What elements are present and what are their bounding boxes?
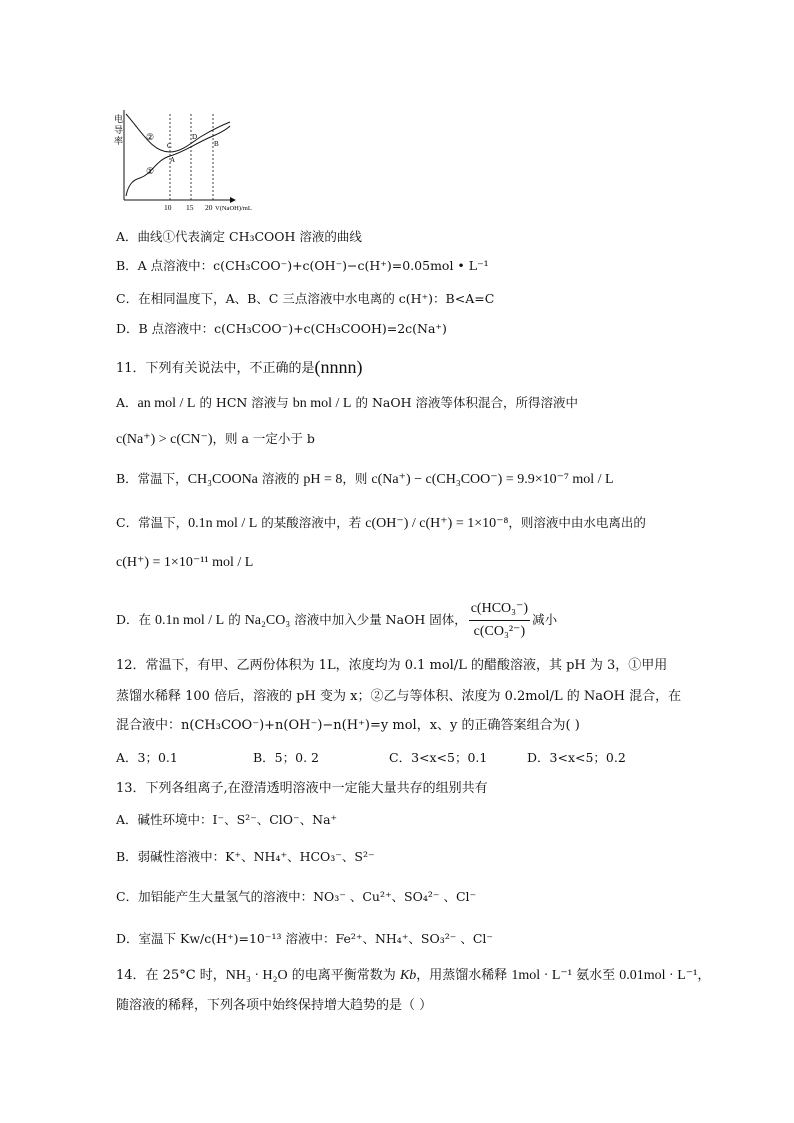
q12-line1: 12．常温下，有甲、乙两份体积为 1L，浓度均为 0.1 mol/L 的醋酸溶液，其 pH 为 3，①甲用: [116, 658, 668, 673]
q11-d-fraction: [469, 598, 530, 643]
point-label-c: C: [167, 142, 172, 150]
q12-line3: 混合液中：n(CH₃COO⁻)+n(OH⁻)−n(H⁺)=y mol，x、y 的正确答案组合为( ): [116, 718, 580, 733]
q11-d-denominator: c(CO₃²⁻): [473, 624, 526, 639]
q11-d-math2: Na₂CO₃: [244, 613, 291, 628]
q11-c-mid: 的某酸溶液中，若: [257, 515, 366, 530]
q11-d-post: 减小: [532, 612, 558, 627]
point-label-b: B: [214, 140, 219, 148]
q11-stem: [116, 357, 363, 379]
q11-b-mid1: 溶液的: [257, 471, 304, 486]
q14-mid3: 氨水至: [572, 968, 620, 983]
q11-c-math1: 0.1n mol / L: [188, 516, 258, 531]
q11-c-pre: C．常温下，: [116, 515, 189, 530]
q12-option-b: B．5；0. 2: [253, 750, 319, 765]
q11-a2-math: c(Na⁺) > c(CN⁻): [116, 432, 213, 447]
q10-option-b: B．A 点溶液中：c(CH₃COO⁻)+c(OH⁻)−c(H⁺)=0.05mol • L⁻¹: [116, 258, 489, 273]
q14-line1: [116, 966, 710, 986]
q11-a2-post: ，则 a 一定小于 b: [212, 431, 315, 446]
q11-b-pre: B．常温下，: [116, 471, 188, 486]
q11-d-math1: 0.1n mol / L: [155, 613, 225, 628]
q12-option-d: D．3<x<5；0.2: [527, 750, 626, 765]
q13-option-a: A．碱性环境中：I⁻、S²⁻、ClO⁻、Na⁺: [116, 812, 338, 827]
curve-label-1: ①: [146, 166, 155, 176]
q14-mid2: ，用蒸馏水稀释: [416, 968, 512, 983]
q11-d-mid1: 的: [224, 612, 245, 627]
point-label-d: D: [192, 133, 198, 141]
y-axis-label-3: 率: [114, 136, 124, 146]
x-tick-20: 20: [205, 203, 213, 212]
q14-line2: 随溶液的稀释，下列各项中始终保持增大趋势的是（ ）: [116, 998, 433, 1013]
q11-stem-text: 11．下列有关说法中，不正确的是: [116, 361, 315, 376]
q11-stem-tail: (nnnn): [314, 357, 363, 377]
q11-a-math1: an mol / L: [137, 396, 196, 411]
q10-option-c: C．在相同温度下，A、B、C 三点溶液中水电离的 c(H⁺)：B<A=C: [116, 291, 495, 306]
point-label-a: A: [170, 156, 176, 164]
q14-math1: NH₃ · H₂O: [225, 968, 288, 983]
q11-option-a-line1: [116, 393, 578, 414]
q11-option-c-line1: [116, 513, 646, 534]
q14-pre: 14．在 25°C 时，: [116, 968, 226, 983]
curve-1: [126, 126, 230, 196]
q11-c-post: ，则溶液中由水电离出的: [508, 515, 646, 530]
q12-line2: 蒸馏水稀释 100 倍后，溶液的 pH 变为 x；②乙与等体积、浓度为 0.2mol/L 的 NaOH 混合，在: [116, 689, 682, 704]
q10-option-d: D．B 点溶液中：c(CH₃COO⁻)+c(CH₃COOH)=2c(Na⁺): [116, 321, 447, 336]
y-axis-label-1: 电: [114, 114, 124, 124]
q11-d-mid2: 溶液中加入少量 NaOH 固体，: [290, 612, 467, 627]
q13-option-b: B．弱碱性溶液中：K⁺、NH₄⁺、HCO₃⁻、S²⁻: [116, 849, 375, 864]
q13-stem: 13．下列各组离子,在澄清透明溶液中一定能大量共存的组别共有: [116, 781, 488, 796]
q14-math2: Kb: [399, 968, 417, 983]
q11-b-math3: c(Na⁺) − c(CH₃COO⁻) = 9.9×10⁻⁷ mol / L: [371, 472, 614, 487]
q11-option-a-line2: [116, 429, 315, 450]
x-axis-arrow: [230, 197, 236, 203]
q10-option-a: A．曲线①代表滴定 CH₃COOH 溶液的曲线: [116, 229, 362, 244]
q12-option-a: A．3；0.1: [116, 750, 178, 765]
y-axis-label-2: 导: [114, 125, 124, 135]
q11-option-c-line2: [116, 552, 253, 573]
q11-c2-math: c(H⁺) = 1×10⁻¹¹ mol / L: [116, 555, 254, 570]
q11-b-mid2: ，则: [342, 471, 372, 486]
q14-math4: 0.01mol · L⁻¹: [619, 968, 698, 983]
q14-math3: 1mol · L⁻¹: [511, 968, 573, 983]
q11-a-mid: 的 HCN 溶液与: [195, 395, 293, 410]
q11-c-math2: c(OH⁻) / c(H⁺) = 1×10⁻⁸: [365, 516, 509, 531]
x-tick-10: 10: [164, 203, 172, 212]
q11-d-pre: D．在: [116, 612, 155, 627]
x-tick-15: 15: [186, 203, 194, 212]
q11-option-d: [116, 598, 557, 643]
conductivity-figure: [112, 108, 252, 213]
q12-option-c: C．3<x<5；0.1: [389, 750, 488, 765]
q11-d-numerator: c(HCO₃⁻): [469, 598, 530, 621]
q13-option-d: D．室温下 Kw/c(H⁺)=10⁻¹³ 溶液中：Fe²⁺、NH₄⁺、SO₃²⁻ 、Cl⁻: [116, 931, 493, 946]
q14-mid: 的电离平衡常数为: [287, 968, 400, 983]
q11-option-b: [116, 469, 614, 490]
q11-a-post: 的 NaOH 溶液等体积混合，所得溶液中: [351, 395, 578, 410]
curve-label-2: ②: [146, 132, 155, 142]
x-axis-label: V(NaOH)/mL: [215, 205, 252, 212]
q13-option-c: C．加铝能产生大量氢气的溶液中：NO₃⁻ 、Cu²⁺、SO₄²⁻ 、Cl⁻: [116, 889, 477, 904]
q11-b-math2: pH = 8: [303, 472, 343, 487]
q11-b-math1: CH₃COONa: [187, 472, 258, 487]
q11-a-math2: bn mol / L: [292, 396, 352, 411]
q11-a-pre: A．: [116, 395, 138, 410]
q14-post: ，: [697, 968, 711, 983]
